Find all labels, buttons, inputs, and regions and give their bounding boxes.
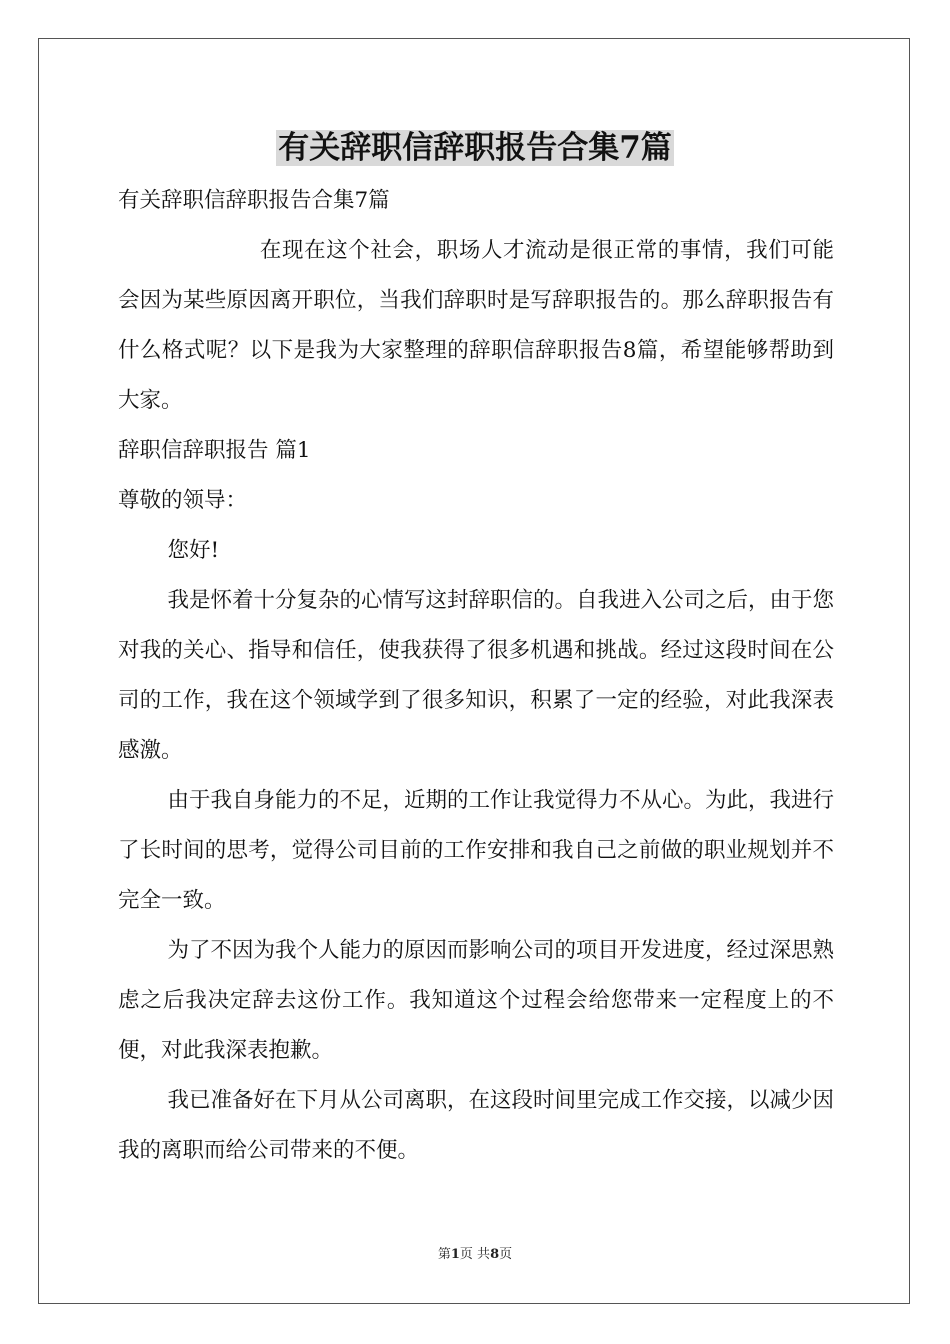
salutation: 尊敬的领导：: [118, 488, 248, 513]
page-current-number: 1: [450, 1247, 460, 1262]
page-total-number: 8: [490, 1247, 500, 1262]
body-paragraph-3: 为了不因为我个人能力的原因而影响公司的项目开发进度，经过深思熟虑之后我决定辞去这份工作。我知道这个过程会给您带来一定程度上的不便，对此我深表抱歉。: [118, 938, 834, 1063]
document-title: [0, 126, 950, 170]
page-prefix: 第: [437, 1247, 451, 1262]
page-mid: 页 共: [459, 1247, 491, 1262]
page-suffix: 页: [499, 1247, 513, 1262]
body-paragraph-2: 由于我自身能力的不足，近期的工作让我觉得力不从心。为此，我进行了长时间的思考，觉得公司目前的工作安排和我自己之前做的职业规划并不完全一致。: [118, 788, 834, 913]
body-paragraph-4: 我已准备好在下月从公司离职，在这段时间里完成工作交接，以减少因我的离职而给公司带来的不便。: [118, 1088, 834, 1163]
document-subtitle: 有关辞职信辞职报告合集7篇: [118, 188, 390, 213]
page-footer: [0, 1245, 950, 1265]
intro-paragraph: 在现在这个社会，职场人才流动是很正常的事情，我们可能会因为某些原因离开职位，当我们辞职时是写辞职报告的。那么辞职报告有什么格式呢？以下是我为大家整理的辞职信辞职报告8篇，希望能够帮助到大家。: [118, 238, 834, 413]
document-title-text: 有关辞职信辞职报告合集7篇: [278, 130, 672, 166]
document-body: [118, 176, 834, 1176]
greeting: 您好!: [167, 538, 220, 563]
section-heading: 辞职信辞职报告 篇1: [118, 438, 311, 463]
body-paragraph-1: 我是怀着十分复杂的心情写这封辞职信的。自我进入公司之后，由于您对我的关心、指导和信任，使我获得了很多机遇和挑战。经过这段时间在公司的工作，我在这个领域学到了很多知识，积累了一定的经验，对此我深表感激。: [118, 588, 834, 763]
